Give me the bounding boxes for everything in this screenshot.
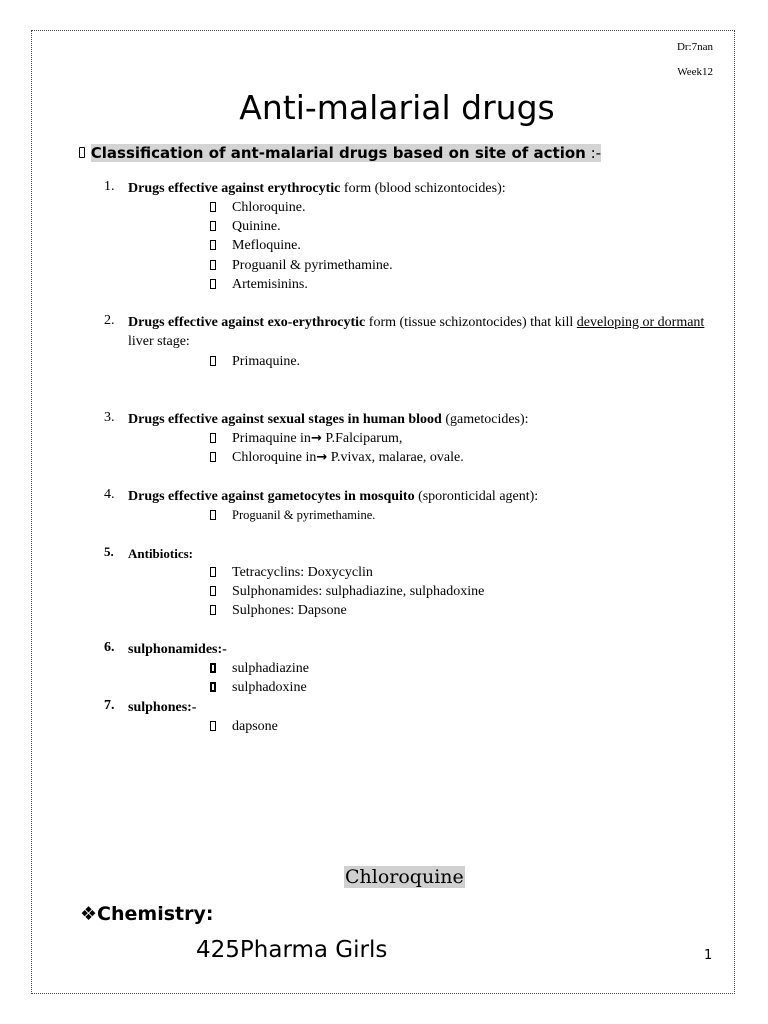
item-1-text — [128, 179, 718, 198]
item-1-bold: Drugs effective against erythrocytic — [128, 181, 341, 196]
list-item: Quinine. — [210, 217, 281, 236]
bullet-icon — [210, 567, 216, 577]
item-3-text — [128, 410, 718, 429]
item-5-number: 5. — [104, 544, 114, 559]
item-5-bold: Antibiotics: — [128, 546, 193, 561]
bullet-icon — [210, 721, 216, 731]
item-2-rest: form (tissue schizontocides) that kill — [365, 315, 577, 330]
item-7-bold: sulphones:- — [128, 700, 197, 715]
item-3-bold: Drugs effective against sexual stages in human blood — [128, 412, 442, 427]
classification-heading-text: Classification of ant-malarial drugs based on site of action — [90, 144, 586, 162]
bullet-icon — [210, 452, 216, 462]
item-2-bold: Drugs effective against exo-erythrocytic — [128, 315, 366, 330]
bullet-icon — [210, 240, 216, 250]
list-item: sulphadoxine — [210, 678, 307, 697]
list-item: Chloroquine in→ P.vivax, malarae, ovale. — [210, 448, 464, 467]
list-item: Proguanil & pyrimethamine. — [210, 506, 375, 525]
page-number: 1 — [704, 948, 713, 963]
diamond-bullet-icon: ❖ — [80, 903, 98, 925]
bullet-glyph-icon — [79, 147, 85, 158]
item-3-rest: (gametocides): — [441, 412, 529, 427]
item-4-rest: (sporonticidal agent): — [414, 489, 539, 504]
header-week: Week12 — [677, 66, 713, 78]
bullet-icon — [210, 279, 216, 289]
header-author: Dr:7nan — [676, 41, 713, 53]
bullet-icon — [210, 202, 216, 212]
list-item: Proguanil & pyrimethamine. — [210, 256, 393, 275]
list-item: Tetracyclins: Doxycyclin — [210, 563, 373, 582]
item-7-text — [128, 698, 196, 717]
list-item: dapsone — [210, 717, 278, 736]
bullet-icon — [210, 221, 216, 231]
item-5-text — [128, 544, 193, 563]
list-item: Artemisinins. — [210, 275, 308, 294]
item-4-bold: Drugs effective against gametocytes in mosquito — [128, 489, 415, 504]
list-item: Sulphonamides: sulphadiazine, sulphadoxine — [210, 582, 484, 601]
bullet-icon — [210, 260, 216, 270]
list-item: Primaquine in→ P.Falciparum, — [210, 429, 402, 448]
classification-heading-suffix: :- — [585, 144, 602, 162]
item-2-underlined: developing or dormant — [576, 315, 705, 330]
list-item: Primaquine. — [210, 352, 300, 371]
list-item: sulphadiazine — [210, 659, 309, 678]
item-6-bold: sulphonamides:- — [128, 642, 227, 657]
arrow-right-icon: → — [316, 450, 328, 465]
item-3-number: 3. — [104, 410, 115, 425]
bullet-icon — [210, 682, 216, 692]
bullet-icon — [210, 663, 216, 673]
item-4-text — [128, 487, 718, 506]
bullet-icon — [210, 433, 216, 443]
footer-text: 425Pharma Girls — [196, 937, 388, 963]
chloroquine-heading: Chloroquine — [345, 866, 464, 888]
bullet-icon — [210, 356, 216, 366]
item-1-number: 1. — [104, 179, 115, 194]
classification-heading — [79, 144, 601, 162]
list-item: Mefloquine. — [210, 236, 301, 255]
item-1-rest: form (blood schizontocides): — [340, 181, 506, 196]
bullet-icon — [210, 605, 216, 615]
item-6-number: 6. — [104, 640, 115, 655]
arrow-right-icon: → — [310, 431, 322, 446]
item-2-number: 2. — [104, 313, 115, 328]
chemistry-heading-text: Chemistry: — [97, 903, 214, 925]
page-border — [31, 30, 735, 994]
list-item: Sulphones: Dapsone — [210, 601, 347, 620]
bullet-icon — [210, 510, 216, 520]
item-6-text — [128, 640, 227, 659]
item-2-text — [128, 313, 718, 351]
chemistry-heading — [80, 903, 213, 925]
item-7-number: 7. — [104, 698, 115, 713]
page-title: Anti-malarial drugs — [239, 88, 555, 127]
item-4-number: 4. — [104, 487, 115, 502]
item-2-rest2: liver stage: — [128, 334, 190, 349]
bullet-icon — [210, 586, 216, 596]
list-item: Chloroquine. — [210, 198, 306, 217]
